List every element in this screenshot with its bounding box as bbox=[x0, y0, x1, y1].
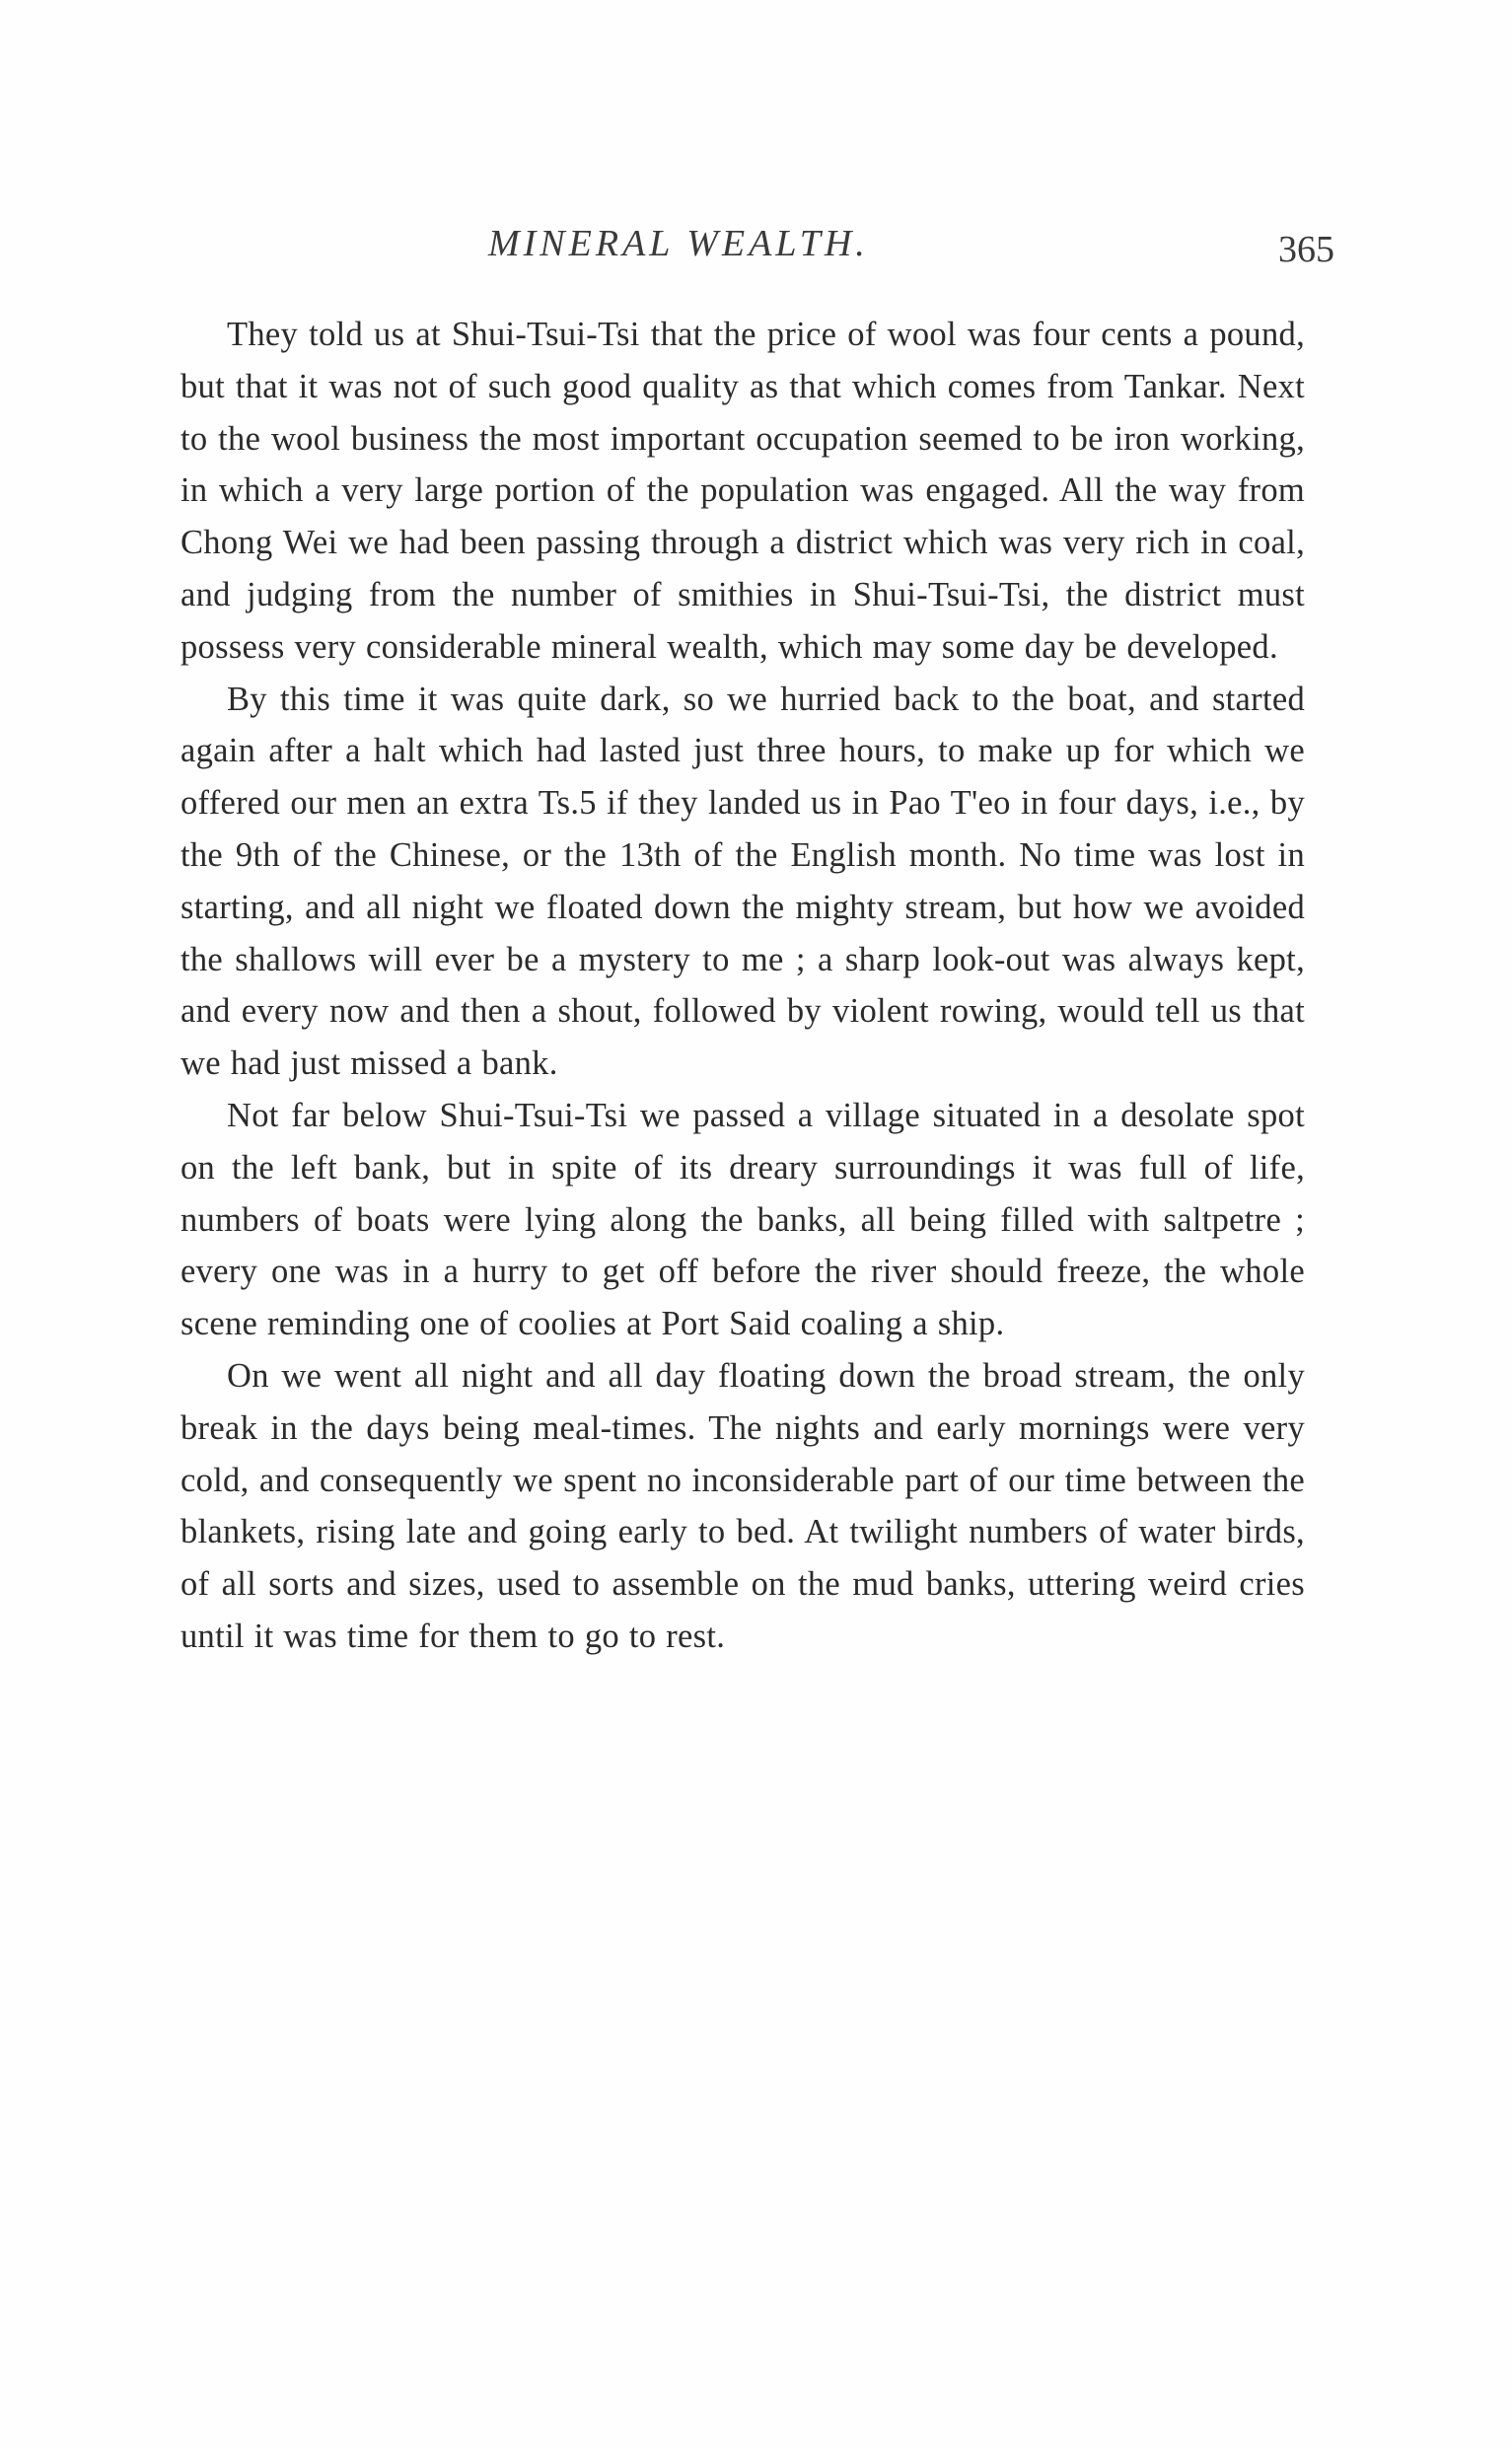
running-head bbox=[488, 222, 1334, 281]
paragraph-saltpetre-village: Not far below Shui-Tsui-Tsi we passed a village situated in a desolate spot on the left bank, but in spite of its dreary surroundings it was full of life, numbers of boats were lying along the banks, all being filled with saltpetre ; every one was in a hurry to get off before the river should freeze, the whole scene reminding one of coolies at Port Said coaling a ship. bbox=[180, 1096, 1305, 1343]
running-title: MINERAL WEALTH. bbox=[488, 223, 869, 264]
body-text bbox=[180, 309, 1305, 1663]
paragraph-night-departure: By this time it was quite dark, so we hurried back to the boat, and started again after a halt which had lasted just three hours, to make up for which we offered our men an extra Ts.5 if they landed us in Pao T'eo in four days, i.e., by the 9th of the Chinese, or the 13th of the English month. No time was lost in starting, and all night we floated down the mighty stream, but how we avoided the shallows will ever be a mystery to me ; a sharp look-out was always kept, and every now and then a shout, followed by violent rowing, would tell us that we had just missed a bank. bbox=[180, 680, 1305, 1083]
paragraph-wool-and-iron: They told us at Shui-Tsui-Tsi that the price of wool was four cents a pound, but that it was not of such good quality as that which comes from Tankar. Next to the wool business the most important occupation seemed to be iron working, in which a very large portion of the population was engaged. All the way from Chong Wei we had been passing through a district which was very rich in coal, and judging from the number of smithies in Shui-Tsui-Tsi, the district must possess very considerable mineral wealth, which may some day be developed. bbox=[180, 316, 1305, 666]
page-number: 365 bbox=[1278, 229, 1334, 270]
paragraph-floating-downstream: On we went all night and all day floating down the broad stream, the only break in the days being meal-times. The nights and early mornings were very cold, and consequently we spent no inconsiderable part of our time between the blankets, rising late and going early to bed. At twilight numbers of water birds, of all sorts and sizes, used to assemble on the mud banks, uttering weird cries until it was time for them to go to rest. bbox=[180, 1356, 1305, 1655]
